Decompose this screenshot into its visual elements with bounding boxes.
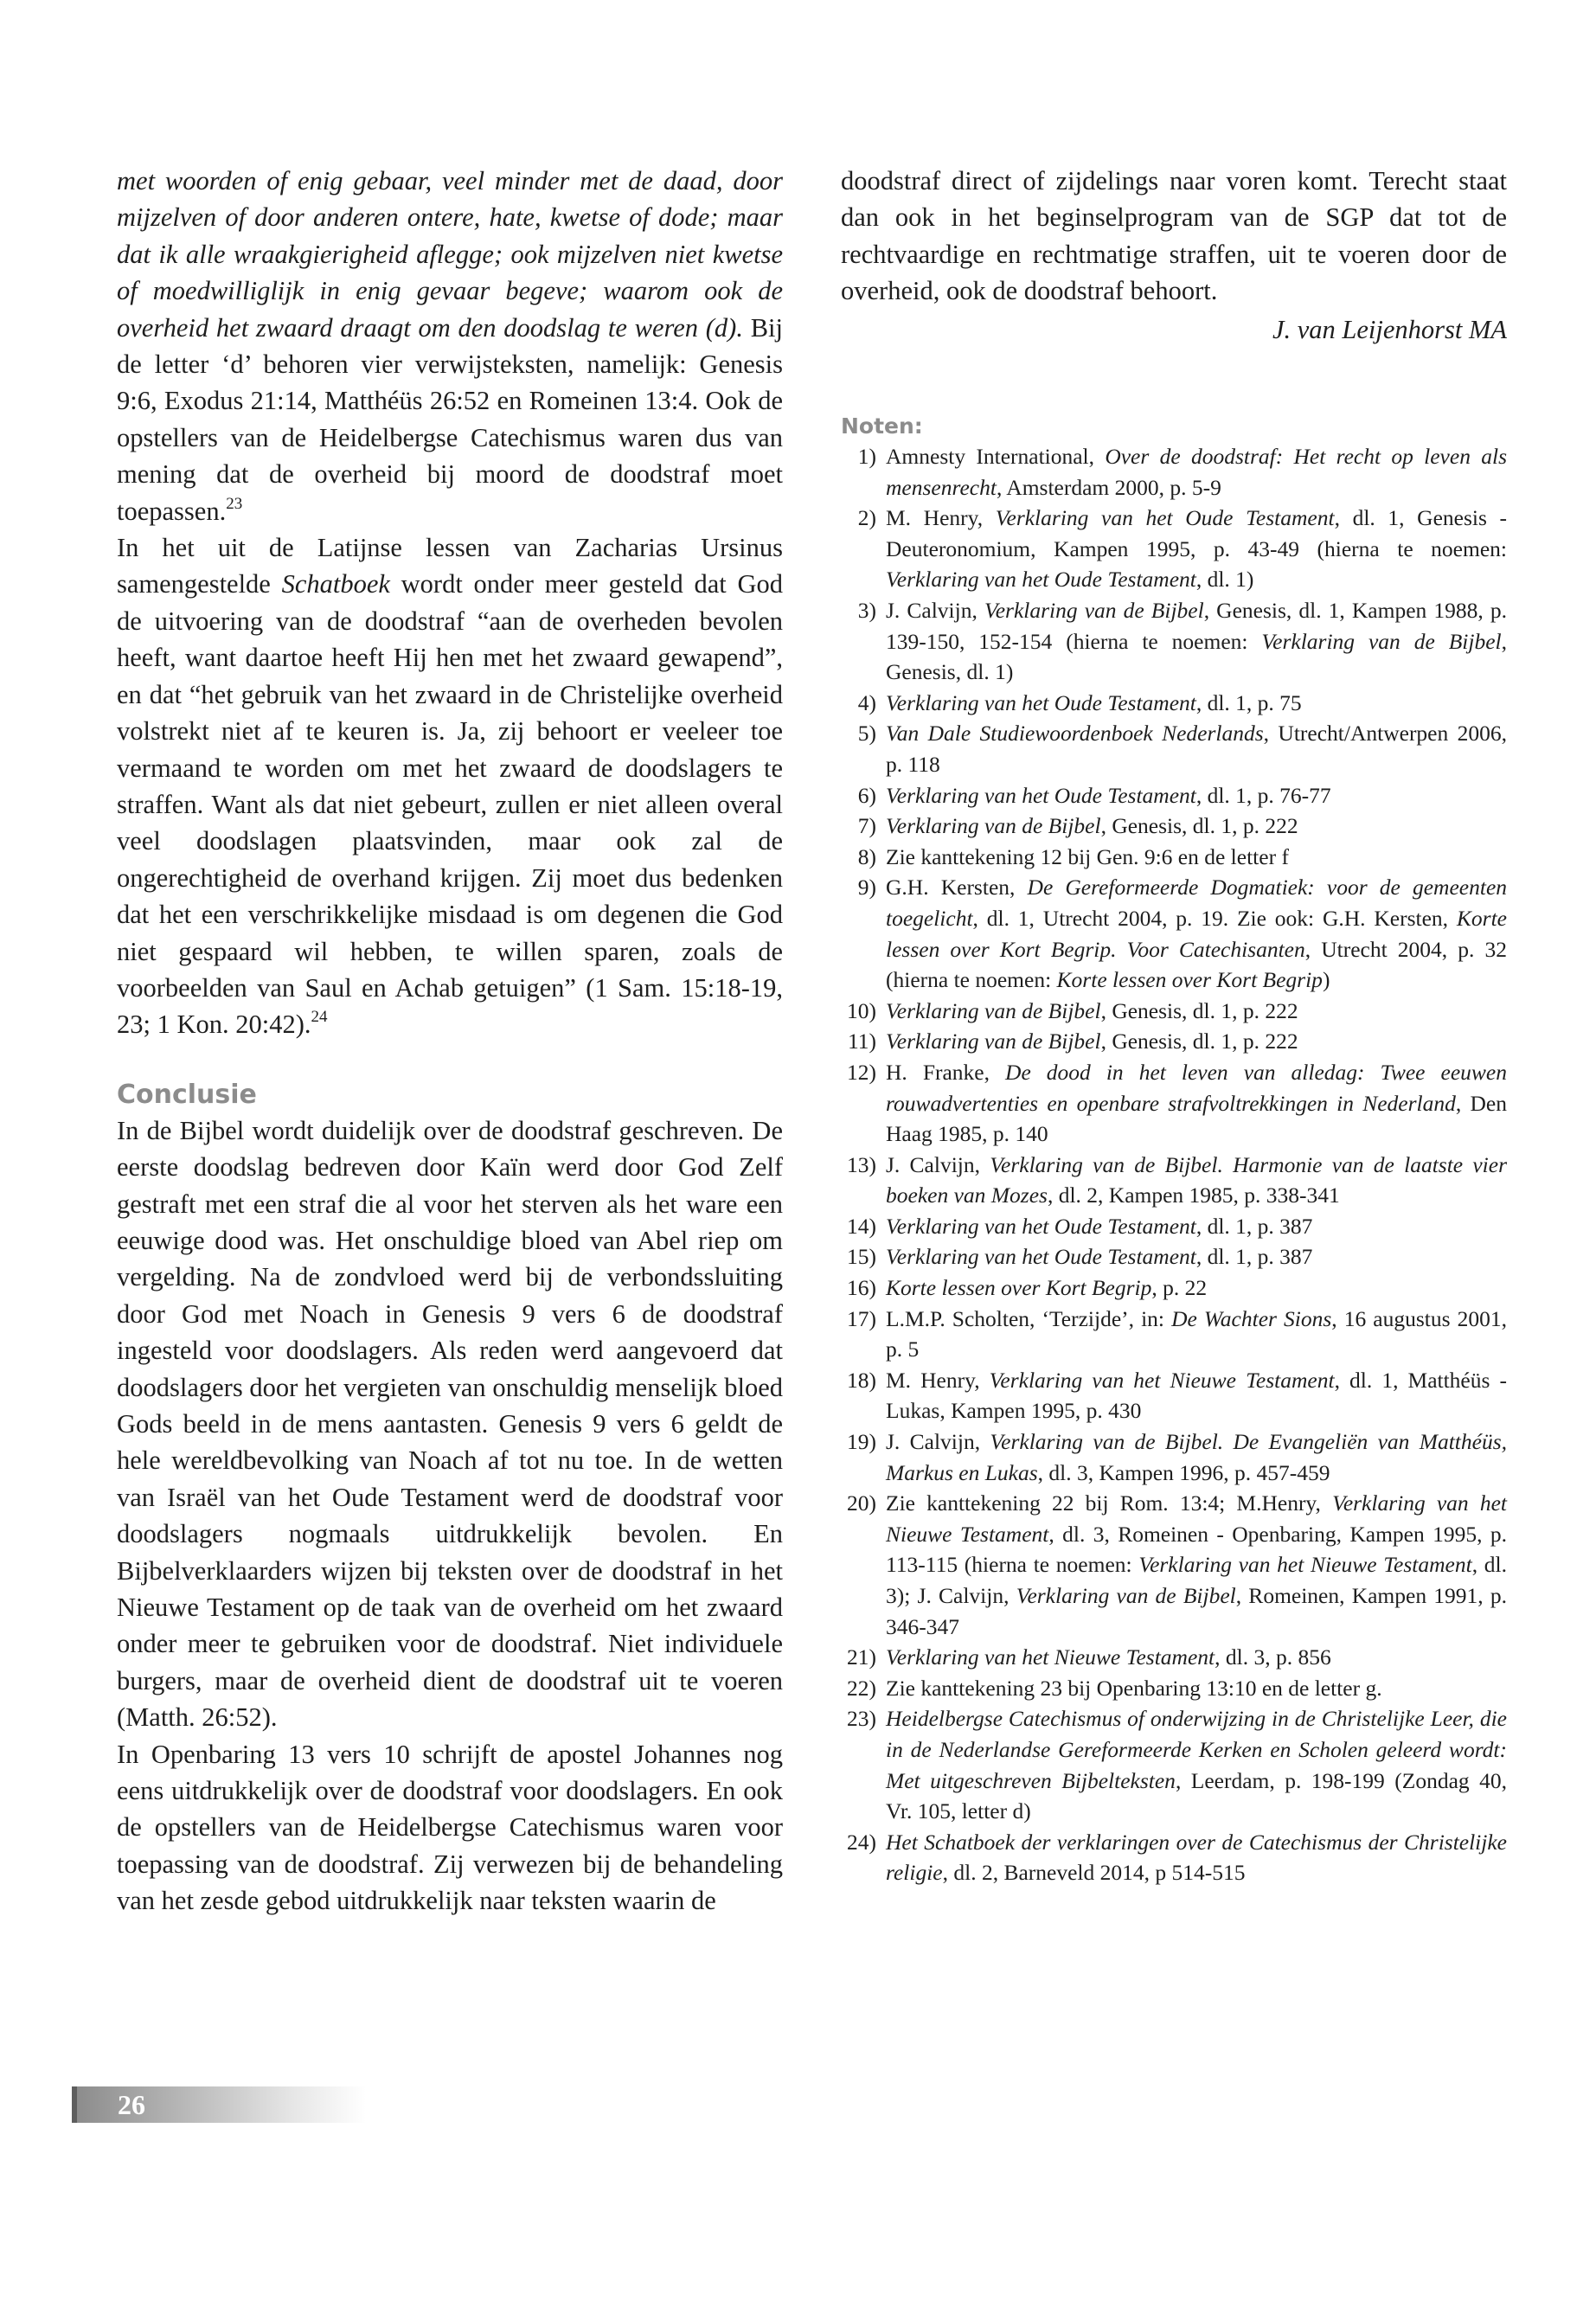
note-text: Zie kanttekening 22 bij Rom. 13:4; M.Henry, Verklaring van het Nieuwe Testament, dl. 3, Romeinen - Openbaring, Kampen 1995, p. 113-115 (hierna te noemen: Verklaring van het Nieuwe Testament, dl. 3); J. Calvijn, Verklaring van de Bijbel, Romeinen, Kampen 1991, p. 346-347: [886, 1490, 1507, 1639]
note-text: Verklaring van het Oude Testament, dl. 1, p. 387: [886, 1244, 1313, 1270]
note-number: 20): [847, 1490, 876, 1516]
note-number: 7): [857, 813, 876, 839]
note-item: [841, 872, 1507, 995]
note-text: Verklaring van het Oude Testament, dl. 1, p. 75: [886, 689, 1302, 715]
note-text: Verklaring van het Nieuwe Testament, dl. 3, p. 856: [886, 1644, 1331, 1670]
note-item: [841, 1642, 1507, 1673]
note-text: Verklaring van het Oude Testament, dl. 1, p. 387: [886, 1213, 1313, 1239]
note-text: Van Dale Studiewoordenboek Nederlands, Utrecht/Antwerpen 2006, p. 118: [886, 721, 1507, 777]
note-number: 11): [847, 1029, 876, 1054]
note-text: Verklaring van de Bijbel, Genesis, dl. 1, p. 222: [886, 813, 1298, 839]
note-number: 15): [847, 1244, 876, 1270]
note-number: 3): [857, 598, 876, 623]
paragraph-1: met woorden of enig gebaar, veel minder met de daad, door mijzelven of door anderen ontere, hate, kwetse of dode; maar dat ik alle wraakgierigheid aflegge; ook mijzelven niet kwetse of moedwilliglijk in enig gevaar begeve; waarom ook de overheid het zwaard draagt om den doodslag te weren (d). Bij de letter ‘d’ behoren vier verwijsteksten, namelijk: Genesis 9:6, Exodus 21:14, Matthéüs 26:52 en Romeinen 13:4. Ook de opstellers van de Heidelbergse Catechismus waren dus van mening dat de overheid bij moord de doodstraf moet toepassen.$^{23}$: [117, 166, 783, 526]
note-number: 17): [847, 1305, 876, 1331]
note-number: 5): [857, 721, 876, 747]
note-item: [841, 1304, 1507, 1365]
note-number: 2): [857, 505, 876, 531]
notes-heading: Noten:: [841, 413, 923, 439]
paragraph-continued: doodstraf direct of zijdelings naar voren komt. Terecht staat dan ook in het beginselprogram van de SGP dat tot de rechtvaardige en rechtmatige straffen, uit te voeren door de overheid, ook de doodstraf behoort.: [841, 166, 1507, 306]
note-text: M. Henry, Verklaring van het Nieuwe Testament, dl. 1, Matthéüs - Lukas, Kampen 1995, p. 430: [886, 1367, 1507, 1424]
note-text: J. Calvijn, Verklaring van de Bijbel, Genesis, dl. 1, Kampen 1988, p. 139-150, 152-154 (hierna te noemen: Verklaring van de Bijbel, Genesis, dl. 1): [886, 598, 1507, 685]
note-text: Het Schatboek der verklaringen over de Catechismus der Christelijke religie, dl. 2, Barneveld 2014, p 514-515: [886, 1829, 1507, 1886]
note-number: 9): [857, 875, 876, 901]
page-number: 26: [118, 2089, 145, 2120]
note-text: J. Calvijn, Verklaring van de Bijbel. De Evangeliën van Matthéüs, Markus en Lukas, dl. 3, Kampen 1996, p. 457-459: [886, 1429, 1507, 1485]
note-item: [841, 503, 1507, 595]
notes-list: [841, 441, 1507, 1888]
note-item: [841, 1426, 1507, 1488]
page-number-rule: [72, 2086, 77, 2123]
note-item: [841, 1150, 1507, 1211]
paragraph-2: In het uit de Latijnse lessen van Zacharias Ursinus samengestelde Schatboek wordt onder meer gesteld dat God de uitvoering van de doodstraf “aan de overheden bevolen heeft, want daartoe heeft Hij hen met het zwaard gewapend”, en dat “het gebruik van het zwaard in de Christelijke overheid volstrekt niet af te keuren is. Ja, zij behoort er veeleer toe vermaand te worden om met het zwaard de doodslagers te straffen. Want als dat niet gebeurt, zullen er niet alleen overal veel doodslagen plaatsvinden, maar ook zal de ongerechtigheid de overhand krijgen. Zij moet dus bedenken dat het een verschrikkelijke misdaad is om degenen die God niet gespaard wil hebben, te willen sparen, zoals de voorbeelden van Saul en Achab getuigen” (1 Sam. 15:18-19, 23; 1 Kon. 20:42).$^{24}$: [117, 533, 783, 1040]
note-item: [841, 1488, 1507, 1642]
note-number: 4): [857, 689, 876, 715]
note-text: Verklaring van de Bijbel, Genesis, dl. 1, p. 222: [886, 1029, 1298, 1054]
note-text: M. Henry, Verklaring van het Oude Testament, dl. 1, Genesis - Deuteronomium, Kampen 1995, p. 43-49 (hierna te noemen: Verklaring van het Oude Testament, dl. 1): [886, 505, 1508, 593]
note-text: Heidelbergse Catechismus of onderwijzing in de Christelijke Leer, die in de Nederlandse Gereformeerde Kerken en Scholen geleerd wordt: Met uitgeschreven Bijbelteksten, Leerdam, p. 198-199 (Zondag 40, Vr. 105, letter d): [886, 1706, 1507, 1824]
section-heading-conclusie: Conclusie: [117, 1079, 257, 1110]
note-item: [841, 1211, 1507, 1242]
note-number: 21): [847, 1644, 876, 1670]
note-item: [841, 1026, 1507, 1057]
note-text: Zie kanttekening 12 bij Gen. 9:6 en de letter f: [886, 843, 1289, 869]
note-number: 24): [847, 1829, 876, 1855]
note-number: 16): [847, 1275, 876, 1301]
note-text: Zie kanttekening 23 bij Openbaring 13:10 en de letter g.: [886, 1675, 1382, 1701]
note-number: 14): [847, 1213, 876, 1239]
footnote-ref-24[interactable]: 24: [311, 1008, 328, 1027]
note-number: 1): [857, 444, 876, 470]
note-number: 8): [857, 843, 876, 869]
note-text: Korte lessen over Kort Begrip, p. 22: [886, 1275, 1208, 1301]
note-item: [841, 441, 1507, 503]
note-text: J. Calvijn, Verklaring van de Bijbel. Harmonie van de laatste vier boeken van Mozes, dl. 2, Kampen 1985, p. 338-341: [886, 1151, 1507, 1208]
footnote-ref-23[interactable]: 23: [226, 494, 243, 513]
left-column: [117, 163, 783, 1920]
note-item: [841, 1673, 1507, 1704]
note-item: [841, 780, 1507, 811]
note-text: H. Franke, De dood in het leven van alledag: Twee eeuwen rouwadvertenties en openbare strafvoltrekkingen in Nederland, Den Haag 1985, p. 140: [886, 1059, 1508, 1147]
note-item: [841, 1272, 1507, 1304]
note-item: [841, 1827, 1507, 1888]
page-number-bar: [72, 2086, 366, 2123]
note-number: 6): [857, 782, 876, 808]
note-text: L.M.P. Scholten, ‘Terzijde’, in: De Wachter Sions, 16 augustus 2001, p. 5: [886, 1305, 1507, 1362]
note-item: [841, 1365, 1507, 1426]
note-number: 12): [847, 1059, 876, 1085]
note-number: 13): [847, 1151, 876, 1177]
paragraph-4: In Openbaring 13 vers 10 schrijft de apostel Johannes nog eens uitdrukkelijk over de doodstraf voor doodslagers. En ook de opstellers van de Heidelbergse Catechismus waren voor toepassing van de doodstraf. Zij verwezen bij de behandeling van het zesde gebod uitdrukkelijk naar teksten waarin de: [117, 1739, 783, 1916]
note-number: 23): [847, 1706, 876, 1732]
note-item: [841, 718, 1507, 779]
note-text: Amnesty International, Over de doodstraf: Het recht op leven als mensenrecht, Amsterdam 2000, p. 5-9: [886, 444, 1507, 500]
note-text: Verklaring van de Bijbel, Genesis, dl. 1, p. 222: [886, 997, 1298, 1023]
note-item: [841, 1241, 1507, 1272]
note-item: [841, 842, 1507, 873]
paragraph-3: In de Bijbel wordt duidelijk over de doodstraf geschreven. De eerste doodslag bedreven door Kaïn werd door God Zelf gestraft met een straf die al voor het sterven als het ware een eeuwige dood was. Het onschuldige bloed van Abel riep om vergelding. Na de zondvloed werd bij de verbondssluiting door God met Noach in Genesis 9 vers 6 de doodstraf ingesteld voor doodslagers. Als reden werd aangevoerd dat doodslagers door het vergieten van onschuldig menselijk bloed Gods beeld in de mens aantasten. Genesis 9 vers 6 geldt de hele wereldbevolking van Noach af tot nu toe. In de wetten van Israël van het Oude Testament werd de doodstraf voor doodslagers nogmaals uitdrukkelijk bevolen. En Bijbelverklaarders wijzen bij teksten over de doodstraf in het Nieuwe Testament op de taak van de overheid om het zwaard onder meer te gebruiken voor de doodstraf. Niet individuele burgers, maar de overheid dient de doodstraf uit te voeren (Matth. 26:52).: [117, 1115, 783, 1733]
note-text: G.H. Kersten, De Gereformeerde Dogmatiek: voor de gemeenten toegelicht, dl. 1, Utrecht 2004, p. 19. Zie ook: G.H. Kersten, Korte lessen over Kort Begrip. Voor Catechisanten, Utrecht 2004, p. 32 (hierna te noemen: Korte lessen over Kort Begrip): [886, 875, 1508, 993]
note-item: [841, 688, 1507, 719]
note-number: 10): [847, 997, 876, 1023]
note-item: [841, 1057, 1507, 1150]
note-number: 22): [847, 1675, 876, 1701]
author-signature: J. van Leijenhorst MA: [1272, 314, 1507, 344]
note-text: Verklaring van het Oude Testament, dl. 1, p. 76-77: [886, 782, 1331, 808]
note-item: [841, 996, 1507, 1027]
note-number: 19): [847, 1429, 876, 1455]
right-column: [841, 163, 1507, 1888]
note-item: [841, 1703, 1507, 1826]
note-number: 18): [847, 1367, 876, 1393]
note-item: [841, 595, 1507, 688]
note-item: [841, 811, 1507, 842]
